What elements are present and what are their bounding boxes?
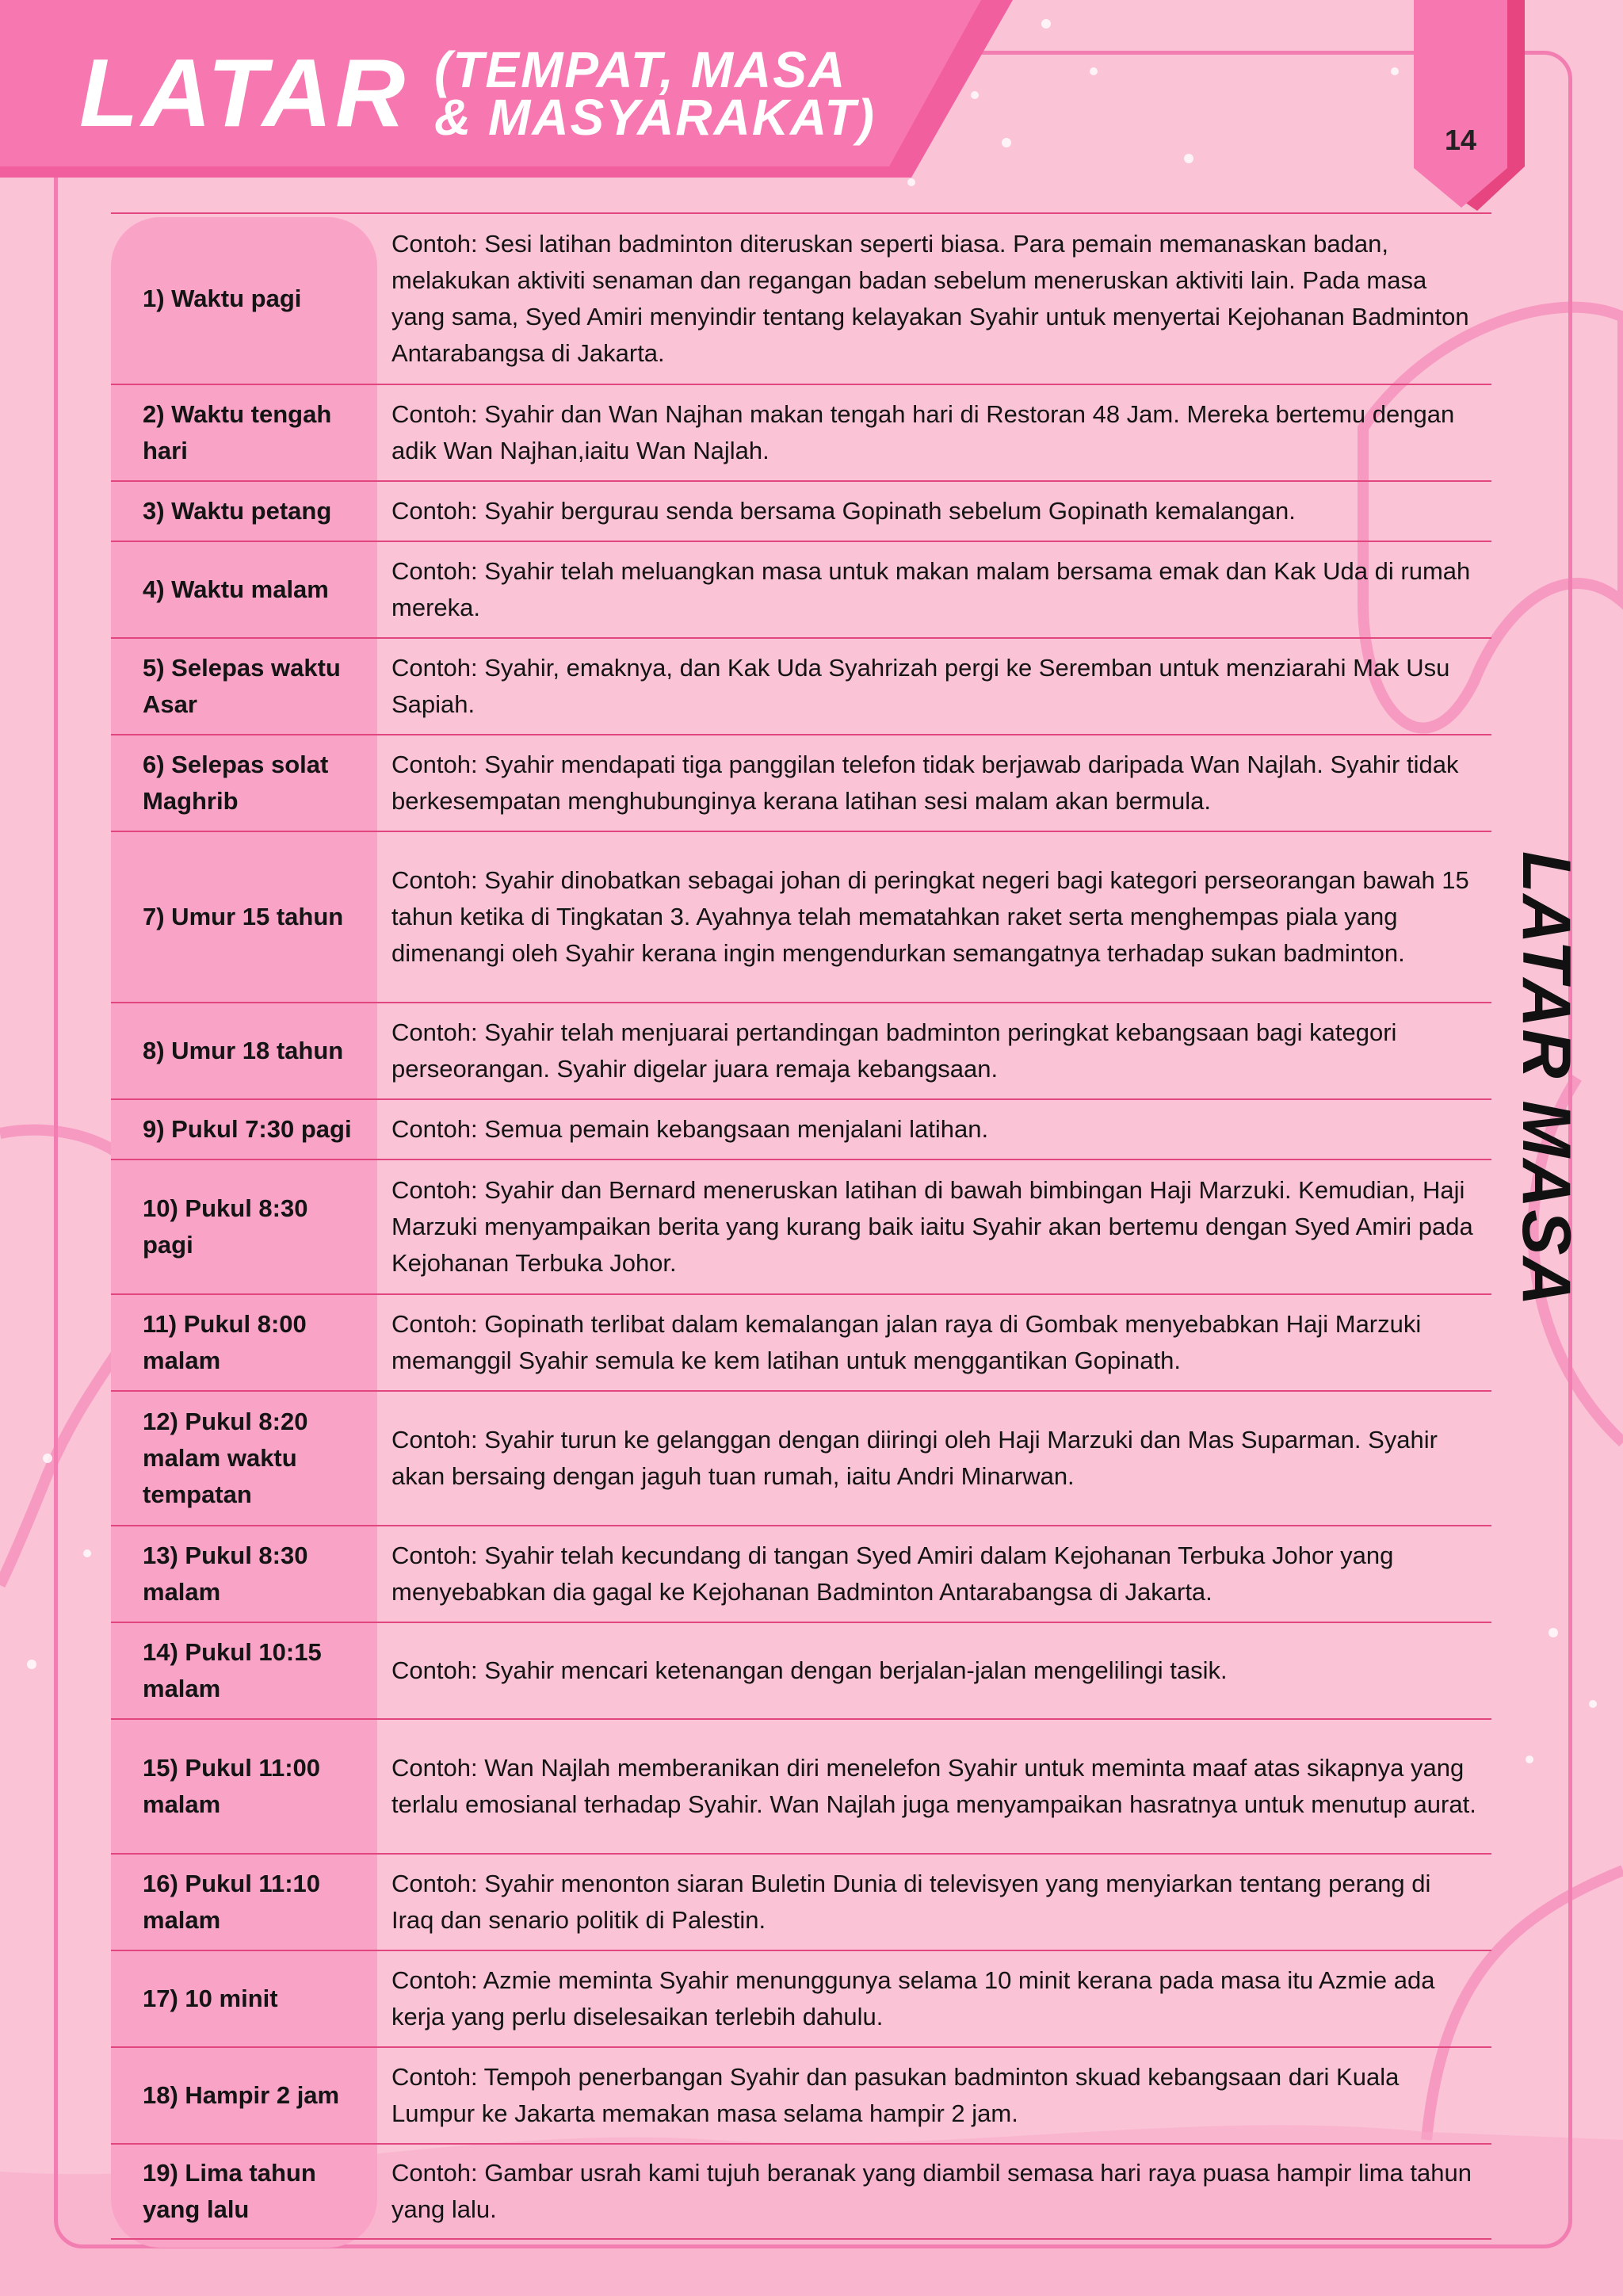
row-description: Contoh: Wan Najlah memberanikan diri menelefon Syahir untuk meminta maaf atas sikapnya yang terlalu emosianal terhadap Syahir. Wan Najlah juga menyampaikan hasratnya untuk menutup aurat. — [391, 1754, 1476, 1818]
table-row — [111, 541, 1491, 637]
row-description: Contoh: Syahir dinobatkan sebagai johan di peringkat negeri bagi kategori perseorangan bawah 15 tahun ketika di Tingkatan 3. Ayahnya telah mematahkan raket serta menghempas piala yang dimenangi oleh Syahir kerana ingin mengendurkan semangatnya terhadap sukan badminton. — [391, 866, 1469, 967]
table-row — [111, 2143, 1491, 2240]
row-label: 3) Waktu petang — [143, 497, 332, 525]
row-description: Contoh: Syahir menonton siaran Buletin Dunia di televisyen yang menyiarkan tentang perang di Iraq dan senario politik di Palestin. — [391, 1870, 1431, 1934]
table-row — [111, 212, 1491, 384]
row-label: 13) Pukul 8:30 malam — [143, 1541, 308, 1606]
page-title: LATAR — [79, 39, 409, 147]
row-label: 10) Pukul 8:30 pagi — [143, 1194, 308, 1259]
row-description: Contoh: Semua pemain kebangsaan menjalani latihan. — [391, 1115, 989, 1143]
table-row — [111, 1622, 1491, 1718]
row-label: 4) Waktu malam — [143, 575, 329, 603]
row-label: 6) Selepas solat Maghrib — [143, 751, 329, 815]
row-label: 19) Lima tahun yang lalu — [143, 2159, 316, 2223]
row-description: Contoh: Sesi latihan badminton diteruskan seperti biasa. Para pemain memanaskan badan, melakukan aktiviti senaman dan regangan badan sebelum meneruskan aktiviti lain. Pada masa yang sama, Syed Amiri menyindir tentang kelayakan Syahir untuk menyertai Kejohanan Badminton Antarabangsa di Jakarta. — [391, 230, 1469, 367]
row-description: Contoh: Syahir telah kecundang di tangan Syed Amiri dalam Kejohanan Terbuka Johor yang menyebabkan dia gagal ke Kejohanan Badminton Antarabangsa di Jakarta. — [391, 1541, 1394, 1606]
row-label: 15) Pukul 11:00 malam — [143, 1754, 321, 1818]
row-label: 1) Waktu pagi — [143, 285, 302, 312]
table-row — [111, 831, 1491, 1002]
row-description: Contoh: Syahir dan Bernard meneruskan latihan di bawah bimbingan Haji Marzuki. Kemudian, Haji Marzuki menyampaikan berita yang kurang baik iaitu Syahir akan bertemu dengan Syed Amiri pada Kejohanan Terbuka Johor. — [391, 1176, 1473, 1277]
table-row — [111, 1950, 1491, 2046]
row-label: 12) Pukul 8:20 malam waktu tempatan — [143, 1408, 308, 1508]
row-description: Contoh: Syahir mendapati tiga panggilan telefon tidak berjawab daripada Wan Najlah. Syahir tidak berkesempatan menghubunginya kerana latihan sesi malam akan bermula. — [391, 751, 1459, 815]
row-description: Contoh: Tempoh penerbangan Syahir dan pasukan badminton skuad kebangsaan dari Kuala Lumpur ke Jakarta memakan masa selama hampir 2 jam. — [391, 2063, 1400, 2127]
table-row — [111, 1390, 1491, 1525]
table-row — [111, 1718, 1491, 1853]
row-description: Contoh: Syahir turun ke gelanggan dengan diiringi oleh Haji Marzuki dan Mas Suparman. Syahir akan bersaing dengan jaguh tuan rumah, iaitu Andri Minarwan. — [391, 1426, 1438, 1490]
row-label: 14) Pukul 10:15 malam — [143, 1638, 322, 1702]
table-row — [111, 637, 1491, 734]
row-description: Contoh: Syahir bergurau senda bersama Gopinath sebelum Gopinath kemalangan. — [391, 497, 1296, 525]
row-description: Contoh: Syahir dan Wan Najhan makan tengah hari di Restoran 48 Jam. Mereka bertemu dengan adik Wan Najhan,iaitu Wan Najlah. — [391, 400, 1455, 464]
table-row — [111, 384, 1491, 480]
subtitle-line-1: (TEMPAT, MASA — [434, 41, 847, 98]
row-label: 8) Umur 18 tahun — [143, 1037, 344, 1064]
page-number-ribbon — [1414, 0, 1525, 214]
table-row — [111, 1002, 1491, 1098]
row-description: Contoh: Syahir mencari ketenangan dengan berjalan-jalan mengelilingi tasik. — [391, 1656, 1228, 1684]
row-label: 17) 10 minit — [143, 1985, 278, 2012]
row-label: 7) Umur 15 tahun — [143, 903, 344, 930]
subtitle-line-2: & MASYARAKAT) — [434, 89, 876, 146]
row-label: 18) Hampir 2 jam — [143, 2081, 340, 2109]
table-row — [111, 480, 1491, 541]
row-description: Contoh: Gopinath terlibat dalam kemalangan jalan raya di Gombak menyebabkan Haji Marzuki memanggil Syahir semula ke kem latihan untuk menggantikan Gopinath. — [391, 1310, 1422, 1374]
page-subtitle — [434, 41, 876, 146]
row-label: 11) Pukul 8:00 malam — [143, 1310, 307, 1374]
row-label: 16) Pukul 11:10 malam — [143, 1870, 321, 1934]
row-label: 2) Waktu tengah hari — [143, 400, 332, 464]
table-row — [111, 734, 1491, 831]
row-description: Contoh: Syahir telah meluangkan masa untuk makan malam bersama emak dan Kak Uda di rumah mereka. — [391, 557, 1471, 621]
row-description: Contoh: Syahir, emaknya, dan Kak Uda Syahrizah pergi ke Seremban untuk menziarahi Mak Usu Sapiah. — [391, 654, 1450, 718]
table-row — [111, 1159, 1491, 1293]
side-title: LATAR MASA — [1508, 851, 1584, 1308]
table-row — [111, 1525, 1491, 1622]
row-label: 5) Selepas waktu Asar — [143, 654, 341, 718]
row-description: Contoh: Syahir telah menjuarai pertandingan badminton peringkat kebangsaan bagi kategori perseorangan. Syahir digelar juara remaja kebangsaan. — [391, 1018, 1397, 1083]
row-label: 9) Pukul 7:30 pagi — [143, 1115, 352, 1143]
page-number: 14 — [1444, 124, 1477, 156]
table-row — [111, 1853, 1491, 1950]
table-row — [111, 1098, 1491, 1159]
table-row — [111, 1293, 1491, 1390]
row-description: Contoh: Gambar usrah kami tujuh beranak yang diambil semasa hari raya puasa hampir lima tahun yang lalu. — [391, 2159, 1472, 2223]
table-row — [111, 2046, 1491, 2143]
row-description: Contoh: Azmie meminta Syahir menunggunya selama 10 minit kerana pada masa itu Azmie ada kerja yang perlu diselesaikan terlebih dahulu. — [391, 1966, 1435, 2030]
setting-table — [111, 212, 1491, 2240]
